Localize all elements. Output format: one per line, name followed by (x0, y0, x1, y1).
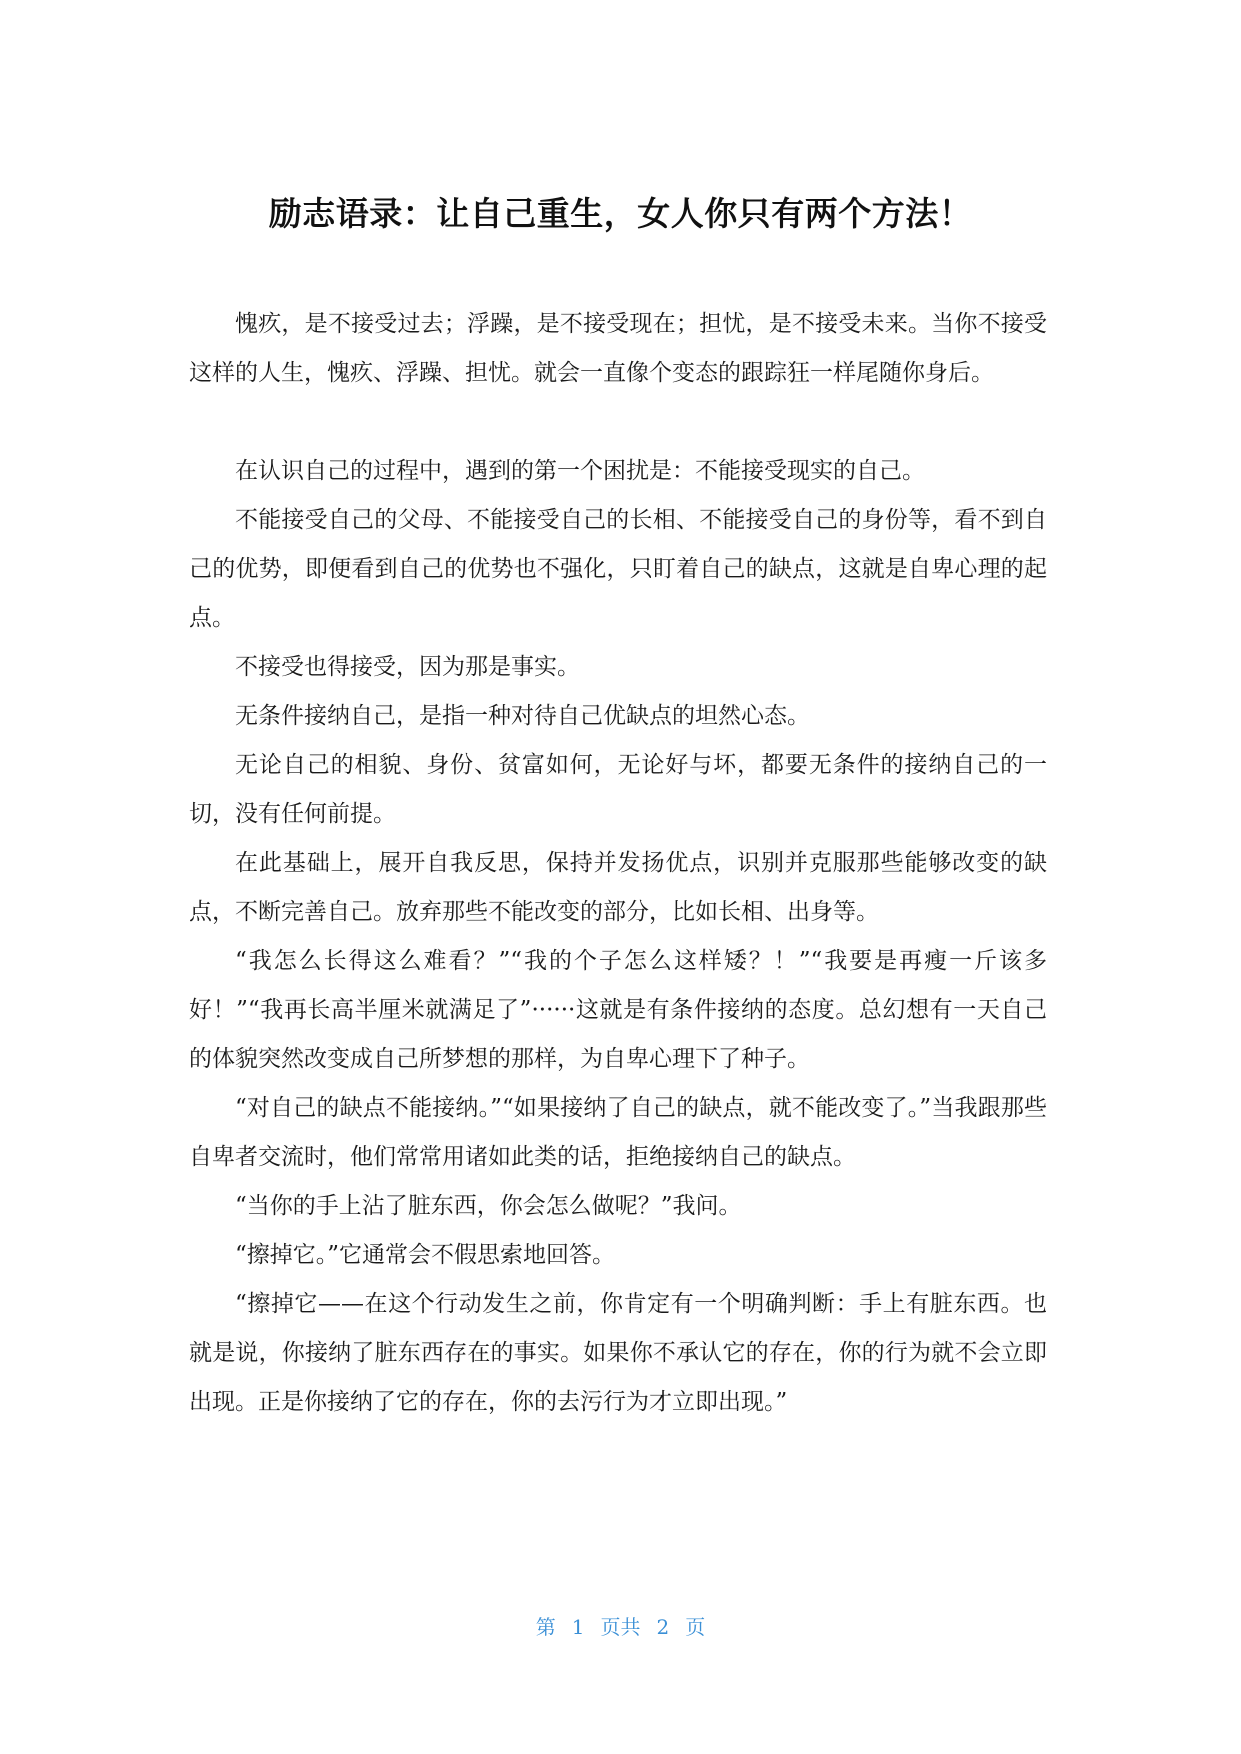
document-title: 励志语录：让自己重生，女人你只有两个方法！ (268, 194, 973, 233)
paragraph: 不能接受自己的父母、不能接受自己的长相、不能接受自己的身份等，看不到自己的优势，即便看到自己的优势也不强化，只盯着自己的缺点，这就是自卑心理的起点。 (189, 507, 1047, 631)
paragraph: “擦掉它。”它通常会不假思索地回答。 (235, 1242, 616, 1268)
paragraph: 在此基础上，展开自我反思，保持并发扬优点，识别并克服那些能够改变的缺点，不断完善自己。放弃那些不能改变的部分，比如长相、出身等。 (189, 850, 1047, 925)
page-footer (0, 1612, 1241, 1642)
paragraph: “我怎么长得这么难看？”“我的个子怎么这样矮？！”“我要是再瘦一斤该多好！”“我再长高半厘米就满足了”······这就是有条件接纳的态度。总幻想有一天自己的体貌突然改变成自己所梦想的那样，为自卑心理下了种子。 (189, 948, 1047, 1072)
paragraph: 不接受也得接受，因为那是事实。 (235, 654, 580, 680)
paragraph: 无论自己的相貌、身份、贫富如何，无论好与坏，都要无条件的接纳自己的一切，没有任何前提。 (189, 752, 1047, 827)
page-mid: 页共 (600, 1615, 641, 1639)
page-prefix: 第 (535, 1615, 556, 1639)
document-body (189, 300, 1047, 1427)
paragraph: 愧疚，是不接受过去；浮躁，是不接受现在；担忧，是不接受未来。当你不接受这样的人生，愧疚、浮躁、担忧。就会一直像个变态的跟踪狂一样尾随你身后。 (189, 311, 1047, 386)
paragraph: “对自己的缺点不能接纳。”“如果接纳了自己的缺点，就不能改变了。”当我跟那些自卑者交流时，他们常常用诸如此类的话，拒绝接纳自己的缺点。 (189, 1095, 1047, 1170)
page-suffix: 页 (685, 1615, 706, 1639)
paragraph: 无条件接纳自己，是指一种对待自己优缺点的坦然心态。 (235, 703, 810, 729)
current-page-number: 1 (571, 1615, 585, 1639)
paragraph: “当你的手上沾了脏东西，你会怎么做呢？”我问。 (235, 1193, 742, 1219)
total-pages-number: 2 (656, 1615, 670, 1639)
paragraph: “擦掉它——在这个行动发生之前，你肯定有一个明确判断：手上有脏东西。也就是说，你接纳了脏东西存在的事实。如果你不承认它的存在，你的行为就不会立即出现。正是你接纳了它的存在，你的去污行为才立即出现。” (189, 1291, 1047, 1415)
paragraph: 在认识自己的过程中，遇到的第一个困扰是：不能接受现实的自己。 (235, 458, 925, 484)
